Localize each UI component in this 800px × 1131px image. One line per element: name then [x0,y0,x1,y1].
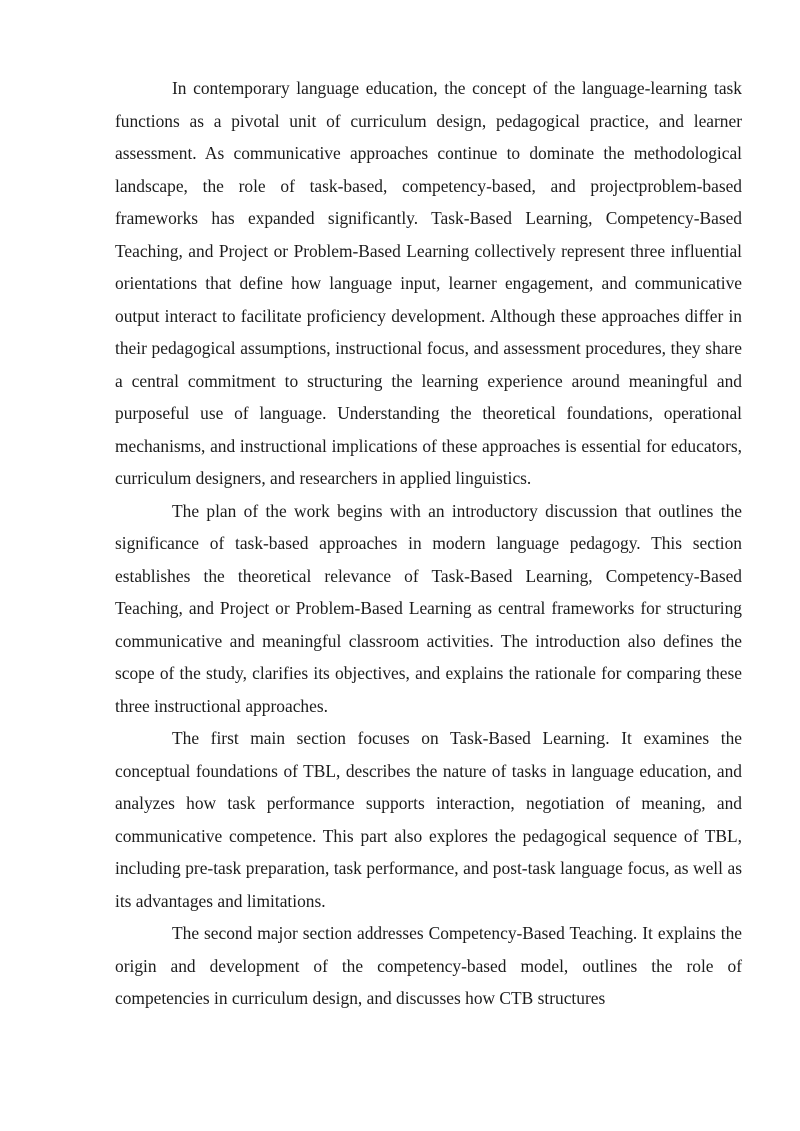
paragraph-competency-based-teaching: The second major section addresses Competency-Based Teaching. It explains the origin and development of the competency-based model, outlines the role of competencies in curriculum design, and discusses how CTB structures [115,923,742,1008]
paragraph-plan-of-work: The plan of the work begins with an introductory discussion that outlines the significance of task-based approaches in modern language pedagogy. This section establishes the theoretical relevance of Task-Based Learning, Competency-Based Teaching, and Project or Problem-Based Learning as central frameworks for structuring communicative and meaningful classroom activities. The introduction also defines the scope of the study, clarifies its objectives, and explains the rationale for comparing these three instructional approaches. [115,500,742,716]
paragraph-task-based-learning: The first main section focuses on Task-Based Learning. It examines the conceptual foundations of TBL, describes the nature of tasks in language education, and analyzes how task performance supports interaction, negotiation of meaning, and communicative competence. This part also explores the pedagogical sequence of TBL, including pre-task preparation, task performance, and post-task language focus, as well as its advantages and limitations. [115,728,742,911]
paragraph-introduction: In contemporary language education, the concept of the language-learning task functions as a pivotal unit of curriculum design, pedagogical practice, and learner assessment. As communicative approaches continue to dominate the methodological landscape, the role of task-based, competency-based, and projectproblem-based frameworks has expanded significantly. Task-Based Learning, Competency-Based Teaching, and Project or Problem-Based Learning collectively represent three influential orientations that define how language input, learner engagement, and communicative output interact to facilitate proficiency development. Although these approaches differ in their pedagogical assumptions, instructional focus, and assessment procedures, they share a central commitment to structuring the learning experience around meaningful and purposeful use of language. Understanding the theoretical foundations, operational mechanisms, and instructional implications of these approaches is essential for educators, curriculum designers, and researchers in applied linguistics. [115,78,742,488]
document-body [115,72,742,1015]
